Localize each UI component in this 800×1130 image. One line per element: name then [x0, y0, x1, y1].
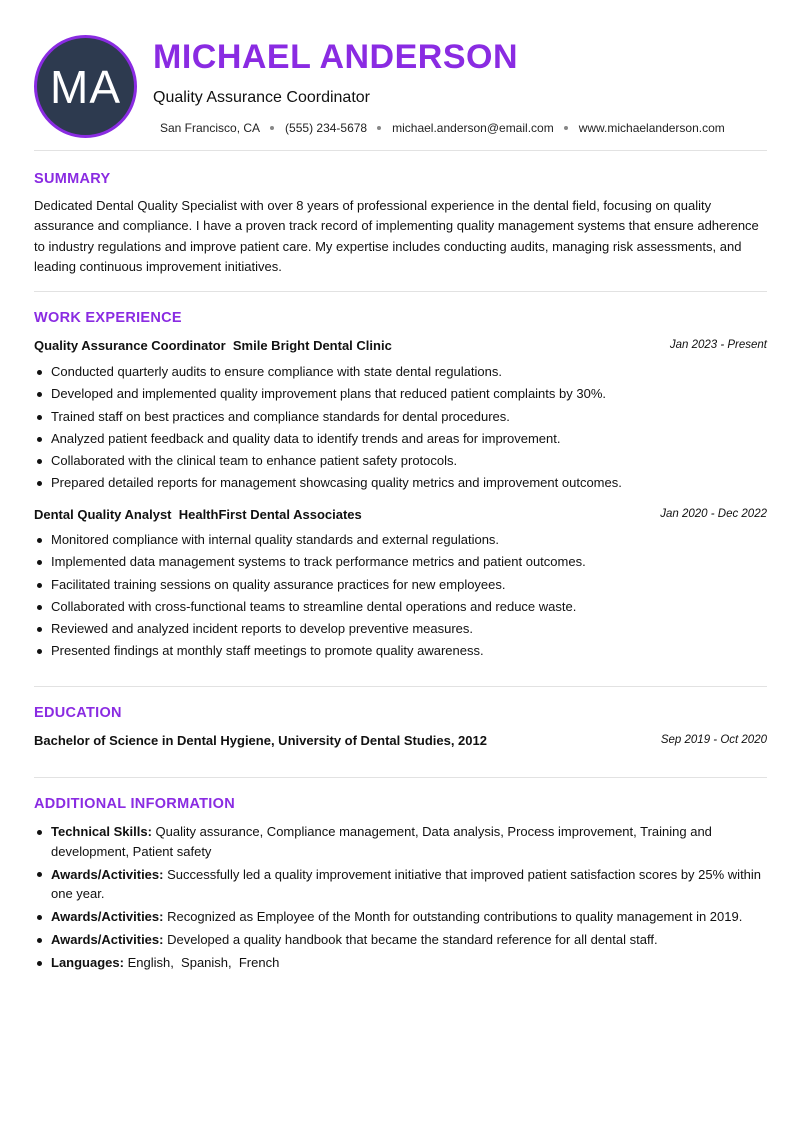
- job-bullet-list: [34, 529, 767, 663]
- degree-text: Bachelor of Science in Dental Hygiene, University of Dental Studies, 2012: [34, 733, 487, 748]
- item-label: Awards/Activities:: [51, 909, 164, 924]
- job-title: Quality Assurance Coordinator Smile Bright Dental Clinic: [34, 338, 392, 353]
- avatar-initials: MA: [50, 60, 121, 113]
- item-label: Technical Skills:: [51, 824, 152, 839]
- list-item: Trained staff on best practices and compliance standards for dental procedures.: [34, 406, 767, 428]
- divider: [34, 150, 767, 151]
- candidate-role: Quality Assurance Coordinator: [153, 89, 370, 106]
- item-text: English, Spanish, French: [123, 955, 280, 970]
- list-item: Reviewed and analyzed incident reports to develop preventive measures.: [34, 618, 767, 640]
- location-text: San Francisco, CA: [160, 121, 261, 135]
- avatar: [34, 35, 137, 138]
- job-dates: Jan 2023 - Present: [669, 339, 767, 351]
- summary-heading: SUMMARY: [34, 171, 111, 187]
- list-item: [34, 907, 767, 927]
- separator-dot-icon: [270, 126, 274, 130]
- list-item: Developed and implemented quality improvement plans that reduced patient complaints by 30%.: [34, 383, 767, 405]
- item-label: Awards/Activities:: [51, 932, 164, 947]
- list-item: [34, 865, 767, 904]
- list-item: Monitored compliance with internal quality standards and external regulations.: [34, 529, 767, 551]
- list-item: Collaborated with cross-functional teams to streamline dental operations and reduce waste.: [34, 596, 767, 618]
- work-experience-heading: WORK EXPERIENCE: [34, 310, 182, 326]
- additional-info-list: [34, 822, 767, 976]
- list-item: Prepared detailed reports for management showcasing quality metrics and improvement outcomes.: [34, 472, 767, 494]
- list-item: [34, 953, 767, 973]
- education-heading: EDUCATION: [34, 705, 122, 721]
- item-label: Awards/Activities:: [51, 866, 164, 882]
- list-item: [34, 822, 767, 861]
- phone-text: (555) 234-5678: [285, 121, 368, 135]
- email-link[interactable]: michael.anderson@email.com: [392, 121, 554, 135]
- job-header: [34, 338, 767, 356]
- list-item: Presented findings at monthly staff meetings to promote quality awareness.: [34, 640, 767, 662]
- additional-info-heading: ADDITIONAL INFORMATION: [34, 796, 235, 812]
- education-dates: Sep 2019 - Oct 2020: [660, 734, 767, 746]
- list-item: Analyzed patient feedback and quality data to identify trends and areas for improvement.: [34, 428, 767, 450]
- list-item: Facilitated training sessions on quality assurance practices for new employees.: [34, 574, 767, 596]
- item-text: Quality assurance, Compliance management, Data analysis, Process improvement, Training and development, Patient safety: [51, 824, 712, 859]
- summary-text: Dedicated Dental Quality Specialist with over 8 years of professional experience in the dental field, focusing on quality assurance and compliance. I have a proven track record of implementing quality management systems that ensure adherence to industry regulations and improve patient care. My expertise includes conducting audits, managing risk assessments, and leading continuous improvement initiatives.: [34, 198, 759, 274]
- job-header: [34, 507, 767, 525]
- list-item: [34, 930, 767, 950]
- list-item: Implemented data management systems to track performance metrics and patient outcomes.: [34, 551, 767, 573]
- divider: [34, 291, 767, 292]
- item-label: Languages:: [51, 955, 124, 970]
- divider: [34, 777, 767, 778]
- item-text: Successfully led a quality improvement initiative that improved patient satisfaction scores by 25% within one year.: [51, 866, 762, 901]
- separator-dot-icon: [564, 126, 568, 130]
- education-entry: [34, 733, 767, 751]
- candidate-name: MICHAEL ANDERSON: [153, 38, 519, 76]
- divider: [34, 686, 767, 687]
- item-text: Developed a quality handbook that became the standard reference for all dental staff.: [163, 932, 658, 947]
- item-text: Recognized as Employee of the Month for outstanding contributions to quality management in 2019.: [163, 909, 743, 924]
- job-bullet-list: [34, 361, 767, 495]
- website-link[interactable]: www.michaelanderson.com: [578, 121, 725, 135]
- list-item: Conducted quarterly audits to ensure compliance with state dental regulations.: [34, 361, 767, 383]
- contact-bar: [160, 121, 725, 135]
- list-item: Collaborated with the clinical team to enhance patient safety protocols.: [34, 450, 767, 472]
- job-title: Dental Quality Analyst HealthFirst Dental Associates: [34, 507, 362, 522]
- separator-dot-icon: [377, 126, 381, 130]
- job-dates: Jan 2020 - Dec 2022: [660, 508, 767, 520]
